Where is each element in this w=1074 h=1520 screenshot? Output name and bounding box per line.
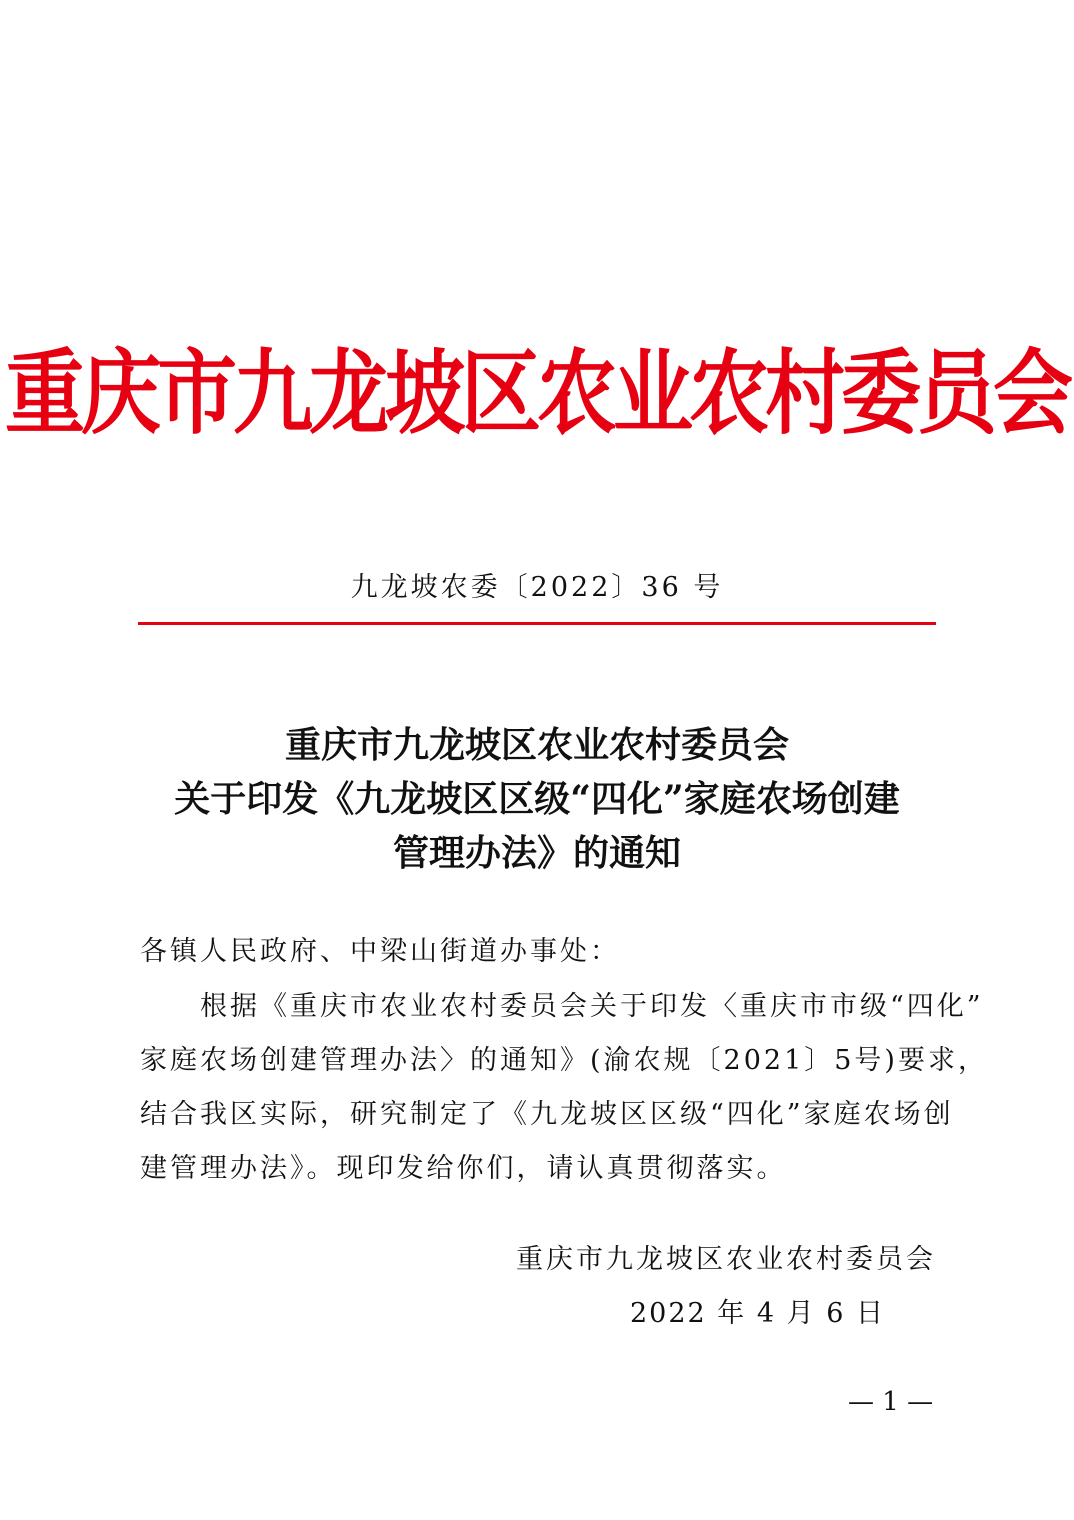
salutation: 各镇人民政府、中梁山街道办事处： — [140, 936, 620, 967]
title-line-1: 重庆市九龙坡区农业农村委员会 — [284, 724, 789, 766]
body-paragraph — [140, 980, 988, 1196]
body-line-2: 家庭农场创建管理办法〉的通知》(渝农规〔2021〕5号)要求， — [140, 1045, 988, 1076]
document-number: 九龙坡农委〔2022〕36 号 — [350, 572, 724, 603]
document-title — [0, 718, 1074, 880]
body-line-4: 建管理办法》。现印发给你们，请认真贯彻落实。 — [140, 1153, 787, 1184]
masthead-org-name: 重庆市九龙坡区农业农村委员会 — [5, 339, 1069, 447]
body-line-3: 结合我区实际，研究制定了《九龙坡区区级“四化”家庭农场创 — [140, 1099, 954, 1130]
signature-date: 2022 年 4 月 6 日 — [630, 1298, 885, 1329]
signature-organization: 重庆市九龙坡区农业农村委员会 — [516, 1244, 936, 1275]
title-line-3: 管理办法》的通知 — [392, 832, 681, 874]
body-line-1: 根据《重庆市农业农村委员会关于印发〈重庆市市级“四化” — [200, 991, 984, 1022]
page-number: — 1 — — [848, 1387, 934, 1417]
title-line-2: 关于印发《九龙坡区区级“四化”家庭农场创建 — [174, 778, 900, 820]
red-separator-line — [138, 622, 936, 625]
